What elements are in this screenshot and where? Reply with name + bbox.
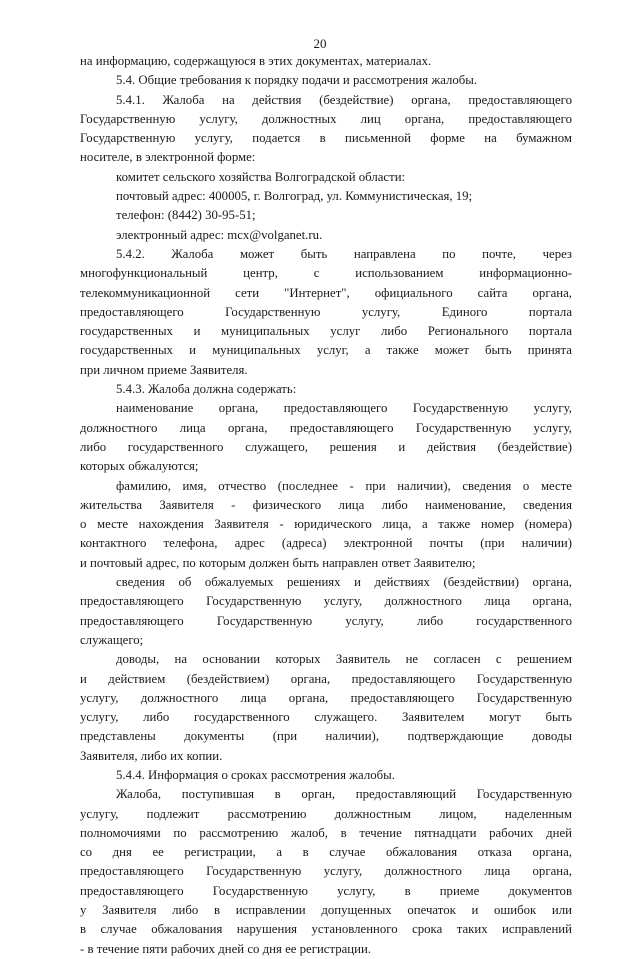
text-line: представлены документы (при наличии), подтверждающие доводы	[80, 729, 572, 744]
text-line: и действием (бездействием) органа, предоставляющего Государственную	[80, 671, 572, 686]
text-line: предоставляющего Государственную услугу, должностного лица органа,	[80, 864, 572, 879]
text-line: носителе, в электронной форме:	[80, 150, 256, 165]
text-line: полномочиями по рассмотрению жалоб, в течение пятнадцати рабочих дней	[80, 825, 572, 840]
text-line: телекоммуникационной сети "Интернет", официального сайта органа,	[80, 285, 572, 300]
text-line: 5.4.4. Информация о сроках рассмотрения жалобы.	[116, 767, 395, 782]
text-line: либо государственного служащего, решения и действия (бездействие)	[80, 439, 572, 454]
text-line: на информацию, содержащуюся в этих документах, материалах.	[80, 54, 432, 68]
text-line: услугу, должностного лица органа, предоставляющего Государственную	[80, 690, 572, 705]
text-line: со дня ее регистрации, а в случае обжалования отказа органа,	[80, 845, 572, 860]
text-line: фамилию, имя, отчество (последнее - при наличии), сведения о месте	[116, 478, 572, 493]
text-line: - в течение пяти рабочих дней со дня ее регистрации.	[80, 941, 372, 956]
text-line: контактного телефона, адрес (адреса) электронной почты (при наличии)	[80, 536, 572, 551]
text-line: услугу, подлежит рассмотрению должностным лицом, наделенным	[80, 806, 572, 821]
text-line: предоставляющего Государственную услугу, должностного лица органа,	[80, 594, 572, 609]
text-line: служащего;	[80, 632, 144, 647]
text-line: о месте нахождения Заявителя - юридического лица, а также номер (номера)	[80, 517, 572, 532]
page-number: 20	[313, 36, 327, 51]
text-line: Жалоба, поступившая в орган, предоставляющий Государственную	[116, 787, 572, 802]
text-line: предоставляющего Государственную услугу, либо государственного	[80, 613, 572, 628]
text-line: предоставляющего Государственную услугу, в приеме документов	[80, 883, 572, 898]
text-line: сведения об обжалуемых решениях и действиях (бездействии) органа,	[116, 575, 572, 590]
text-line: доводы, на основании которых Заявитель не согласен с решением	[116, 652, 572, 667]
document-body	[80, 52, 572, 959]
text-line: комитет сельского хозяйства Волгоградской области:	[116, 169, 406, 184]
text-line: при личном приеме Заявителя.	[80, 362, 248, 377]
text-line: государственных и муниципальных услуг либо Регионального портала	[80, 324, 572, 339]
text-line: Государственную услугу, подается в письменной форме на бумажном	[80, 131, 572, 146]
text-line: которых обжалуются;	[80, 459, 199, 474]
section-heading-5-4: 5.4. Общие требования к порядку подачи и рассмотрения жалобы.	[116, 73, 478, 88]
text-line: и почтовый адрес, по которым должен быть направлен ответ Заявителю;	[80, 555, 476, 570]
text-line: в случае обжалования нарушения установленного срока таких исправлений	[80, 922, 572, 937]
text-line: многофункциональный центр, с использованием информационно-	[80, 266, 572, 281]
text-line: должностного лица органа, предоставляющего Государственную услугу,	[80, 420, 572, 435]
email-address: электронный адрес: mcx@volganet.ru.	[116, 227, 323, 242]
text-line: жительства Заявителя - физического лица либо наименование, сведения	[80, 497, 572, 512]
text-line: 5.4.1. Жалоба на действия (бездействие) органа, предоставляющего	[116, 92, 572, 107]
text-line: предоставляющего Государственную услугу, Единого портала	[80, 304, 572, 319]
phone-number: телефон: (8442) 30-95-51;	[116, 208, 256, 223]
postal-address: почтовый адрес: 400005, г. Волгоград, ул. Коммунистическая, 19;	[116, 189, 473, 204]
text-line: 5.4.2. Жалоба может быть направлена по почте, через	[116, 246, 572, 261]
text-line: услугу, либо государственного служащего. Заявителем могут быть	[80, 710, 572, 725]
text-line: Заявителя, либо их копии.	[80, 748, 223, 763]
text-line: 5.4.3. Жалоба должна содержать:	[116, 382, 297, 397]
text-line: Государственную услугу, должностных лиц органа, предоставляющего	[80, 111, 572, 126]
text-line: государственных и муниципальных услуг, а также может быть принята	[80, 343, 572, 358]
text-line: наименование органа, предоставляющего Государственную услугу,	[116, 401, 572, 416]
text-line: у Заявителя либо в исправлении допущенных опечаток и ошибок или	[80, 903, 572, 918]
